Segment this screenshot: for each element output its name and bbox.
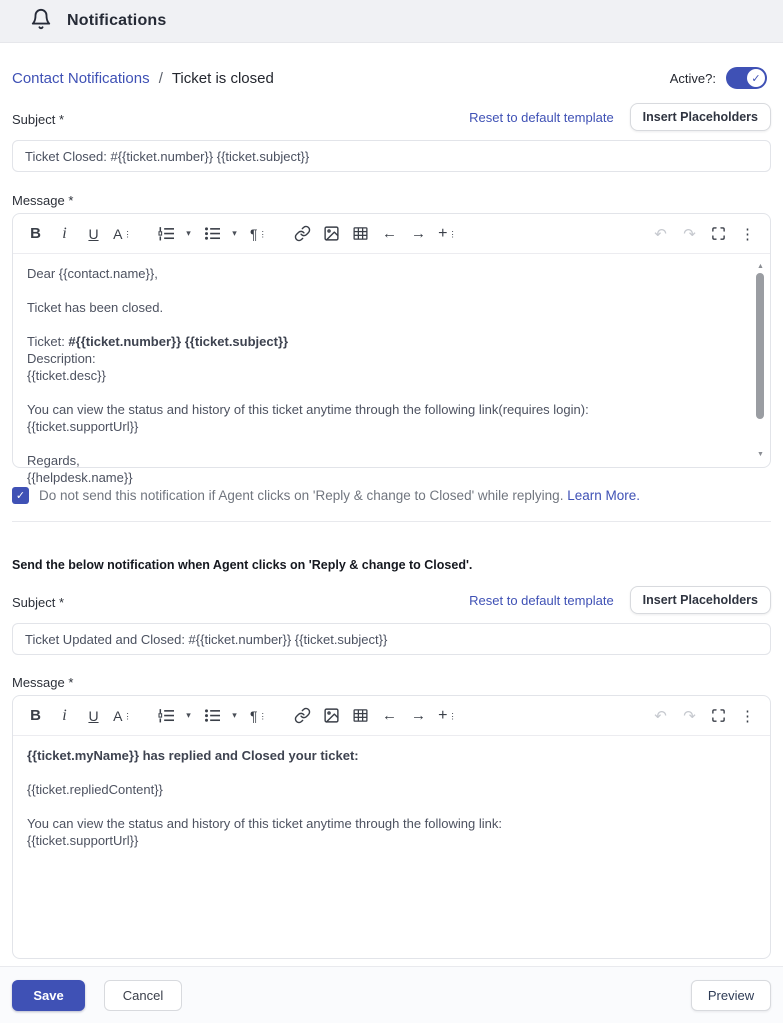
insert-table-icon[interactable] — [346, 702, 375, 730]
bullet-list-caret-icon[interactable]: ▾ — [227, 220, 242, 248]
breadcrumb — [12, 70, 274, 87]
template-text-bold: {{ticket.myName}} has replied and Closed your ticket: — [27, 748, 359, 763]
bold-button[interactable]: B — [21, 702, 50, 730]
cancel-button[interactable]: Cancel — [104, 980, 182, 1011]
italic-button[interactable]: i — [50, 220, 79, 248]
template-text: Description: — [27, 351, 96, 366]
save-button[interactable]: Save — [12, 980, 85, 1011]
preview-button[interactable]: Preview — [691, 980, 771, 1011]
insert-image-icon[interactable] — [317, 220, 346, 248]
subject-label-2: Subject * — [12, 595, 65, 610]
template-text: Regards, — [27, 453, 80, 468]
insert-image-icon[interactable] — [317, 702, 346, 730]
active-label: Active?: — [669, 70, 716, 86]
subject-label: Subject * — [12, 112, 65, 127]
template-text: {{helpdesk.name}} — [27, 470, 133, 485]
bell-icon — [30, 8, 52, 35]
text-format-button[interactable]: A ⋮ — [108, 702, 137, 730]
insert-placeholders-button-2[interactable]: Insert Placeholders — [630, 586, 771, 614]
more-options-button[interactable]: ⋮ — [733, 220, 762, 248]
message-editor-2 — [12, 695, 771, 959]
underline-button[interactable]: U — [79, 220, 108, 248]
breadcrumb-current: Ticket is closed — [171, 69, 274, 87]
reset-to-default-link-2[interactable]: Reset to default template — [469, 592, 614, 608]
message-editor-body[interactable] — [13, 254, 770, 485]
outdent-button[interactable]: ← — [375, 220, 404, 248]
message-label-2: Message * — [12, 675, 74, 690]
ordered-list-icon[interactable] — [152, 702, 181, 730]
reset-to-default-link[interactable]: Reset to default template — [469, 109, 614, 125]
subject-input-2[interactable] — [12, 623, 771, 655]
insert-link-icon[interactable] — [288, 702, 317, 730]
footer-actions — [0, 966, 783, 1023]
outdent-button[interactable]: ← — [375, 702, 404, 730]
ordered-list-icon[interactable] — [152, 220, 181, 248]
scrollbar-thumb[interactable] — [756, 273, 764, 419]
redo-button[interactable]: ↷ — [675, 702, 704, 730]
template-text: {{ticket.desc}} — [27, 368, 106, 383]
text-format-button[interactable]: A ⋮ — [108, 220, 137, 248]
insert-link-icon[interactable] — [288, 220, 317, 248]
message-label: Message * — [12, 193, 74, 208]
checkbox-label: Do not send this notification if Agent clicks on 'Reply & change to Closed' while replying. Learn More. — [39, 488, 641, 503]
template-text: You can view the status and history of this ticket anytime through the following link(requires login): — [27, 402, 589, 417]
indent-button[interactable]: → — [404, 220, 433, 248]
ordered-list-caret-icon[interactable]: ▾ — [181, 220, 196, 248]
fullscreen-icon[interactable] — [704, 702, 733, 730]
undo-button[interactable]: ↶ — [646, 702, 675, 730]
bullet-list-caret-icon[interactable]: ▾ — [227, 702, 242, 730]
insert-table-icon[interactable] — [346, 220, 375, 248]
editor-toolbar-2 — [13, 696, 770, 736]
more-options-button[interactable]: ⋮ — [733, 702, 762, 730]
template-text: Ticket has been closed. — [27, 300, 164, 315]
template-text: Dear {{contact.name}}, — [27, 266, 158, 281]
message-editor-body-2[interactable] — [13, 736, 770, 958]
section-divider — [12, 521, 771, 522]
active-toggle[interactable] — [726, 67, 767, 89]
learn-more-link[interactable]: Learn More. — [567, 488, 641, 503]
do-not-send-checkbox[interactable] — [12, 487, 29, 504]
breadcrumb-parent-link[interactable]: Contact Notifications — [12, 69, 150, 87]
insert-placeholders-button[interactable]: Insert Placeholders — [630, 103, 771, 131]
template-text: {{ticket.repliedContent}} — [27, 782, 163, 797]
page-header — [0, 0, 783, 43]
bullet-list-icon[interactable] — [198, 220, 227, 248]
ordered-list-caret-icon[interactable]: ▾ — [181, 702, 196, 730]
more-insert-button[interactable]: + ⋮ — [433, 702, 462, 730]
indent-button[interactable]: → — [404, 702, 433, 730]
paragraph-format-button[interactable]: ¶ ⋮ — [244, 702, 273, 730]
editor-scrollbar[interactable] — [754, 258, 767, 463]
template-text: {{ticket.supportUrl}} — [27, 419, 139, 434]
redo-button[interactable]: ↷ — [675, 220, 704, 248]
template-text: You can view the status and history of this ticket anytime through the following link: — [27, 816, 503, 831]
page-title: Notifications — [67, 12, 167, 29]
more-insert-button[interactable]: + ⋮ — [433, 220, 462, 248]
italic-button[interactable]: i — [50, 702, 79, 730]
subject-input[interactable] — [12, 140, 771, 172]
section2-heading: Send the below notification when Agent clicks on 'Reply & change to Closed'. — [12, 558, 473, 572]
template-text-bold: #{{ticket.number}} {{ticket.subject}} — [68, 334, 289, 349]
fullscreen-icon[interactable] — [704, 220, 733, 248]
scroll-down-icon[interactable]: ▼ — [757, 451, 764, 458]
checkbox-check-icon: ✓ — [15, 490, 26, 502]
paragraph-format-button[interactable]: ¶ ⋮ — [244, 220, 273, 248]
undo-button[interactable]: ↶ — [646, 220, 675, 248]
message-editor — [12, 213, 771, 485]
scroll-up-icon[interactable]: ▲ — [757, 263, 764, 270]
underline-button[interactable]: U — [79, 702, 108, 730]
template-text: {{ticket.supportUrl}} — [27, 833, 139, 848]
bullet-list-icon[interactable] — [198, 702, 227, 730]
breadcrumb-separator: / — [158, 69, 163, 87]
toggle-check-icon: ✓ — [747, 69, 765, 87]
bold-button[interactable]: B — [21, 220, 50, 248]
template-text: Ticket: — [27, 334, 69, 349]
editor-toolbar — [13, 214, 770, 254]
